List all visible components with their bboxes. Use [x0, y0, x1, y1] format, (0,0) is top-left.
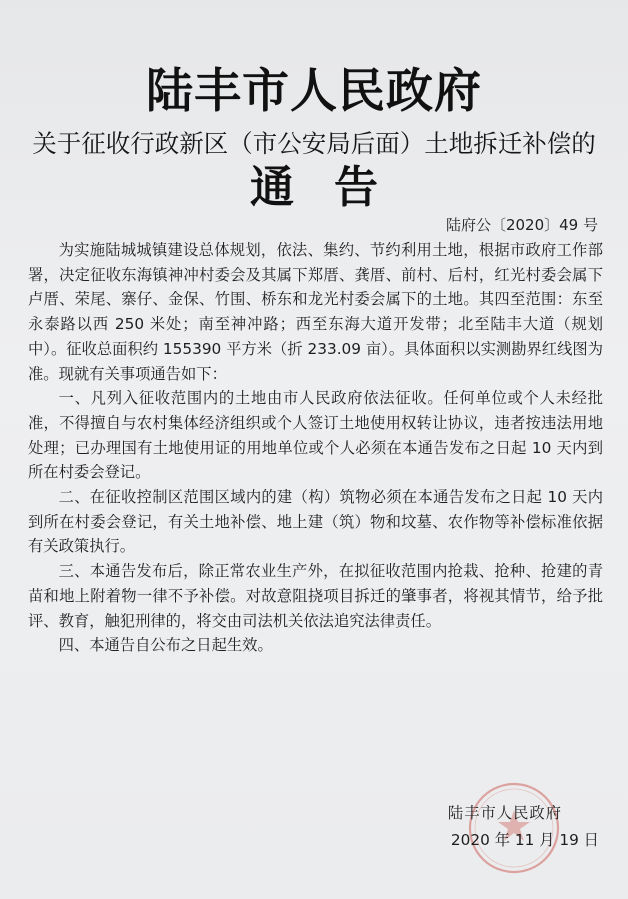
paragraph-item-4: 四、本通告自公布之日起生效。	[58, 636, 273, 655]
paragraph-item-1: 一、凡列入征收范围内的土地由市人民政府依法征收。任何单位或个人未经批准，不得擅自与农村集体经济组织或个人签订土地使用权转让协议，违者按违法用地处理；已办理国有土地使用证的用地单位或个人必须在本通告发布之日起 10 天内到所在村委会登记。	[28, 389, 603, 482]
notice-subtitle: 关于征收行政新区（市公安局后面）土地拆迁补偿的	[32, 129, 596, 158]
notice-body	[28, 238, 603, 658]
paragraph-item-2: 二、在征收控制区范围区域内的建（构）筑物必须在本通告发布之日起 10 天内到所在村委会登记，有关土地补偿、地上建（筑）物和坟墓、农作物等补偿标准依据有关政策执行。	[28, 488, 603, 556]
issuer-name: 陆丰市人民政府	[447, 804, 562, 822]
signature-block	[447, 800, 599, 854]
government-title: 陆丰市人民政府	[146, 64, 482, 119]
paragraph-intro: 为实施陆城城镇建设总体规划，依法、集约、节约利用土地，根据市政府工作部署，决定征收东海镇神冲村委会及其属下郑厝、龚厝、前村、后村，红光村委会属下卢厝、荣尾、寨仔、金保、竹围、桥东和龙光村委会属下的土地。其四至范围：东至永泰路以西 250 米处；南至神冲路；西至东海大道开发带；北至陆丰大道（规划中）。征收总面积约 155390 平方米（折 233.09 亩）。具体面积以实测勘界红线图为准。现就有关事项通告如下：	[28, 241, 603, 383]
paragraph-item-3: 三、本通告发布后，除正常农业生产外，在拟征收范围内抢栽、抢种、抢建的青苗和地上附着物一律不予补偿。对故意阻挠项目拆迁的肇事者，将视其情节，给予批评、教育，触犯刑律的，将交由司法机关依法追究法律责任。	[28, 562, 603, 630]
document-number: 陆府公〔2020〕49 号	[445, 216, 598, 234]
notice-heading: 通告	[250, 162, 418, 213]
issue-date: 2020 年 11 月 19 日	[450, 831, 599, 849]
